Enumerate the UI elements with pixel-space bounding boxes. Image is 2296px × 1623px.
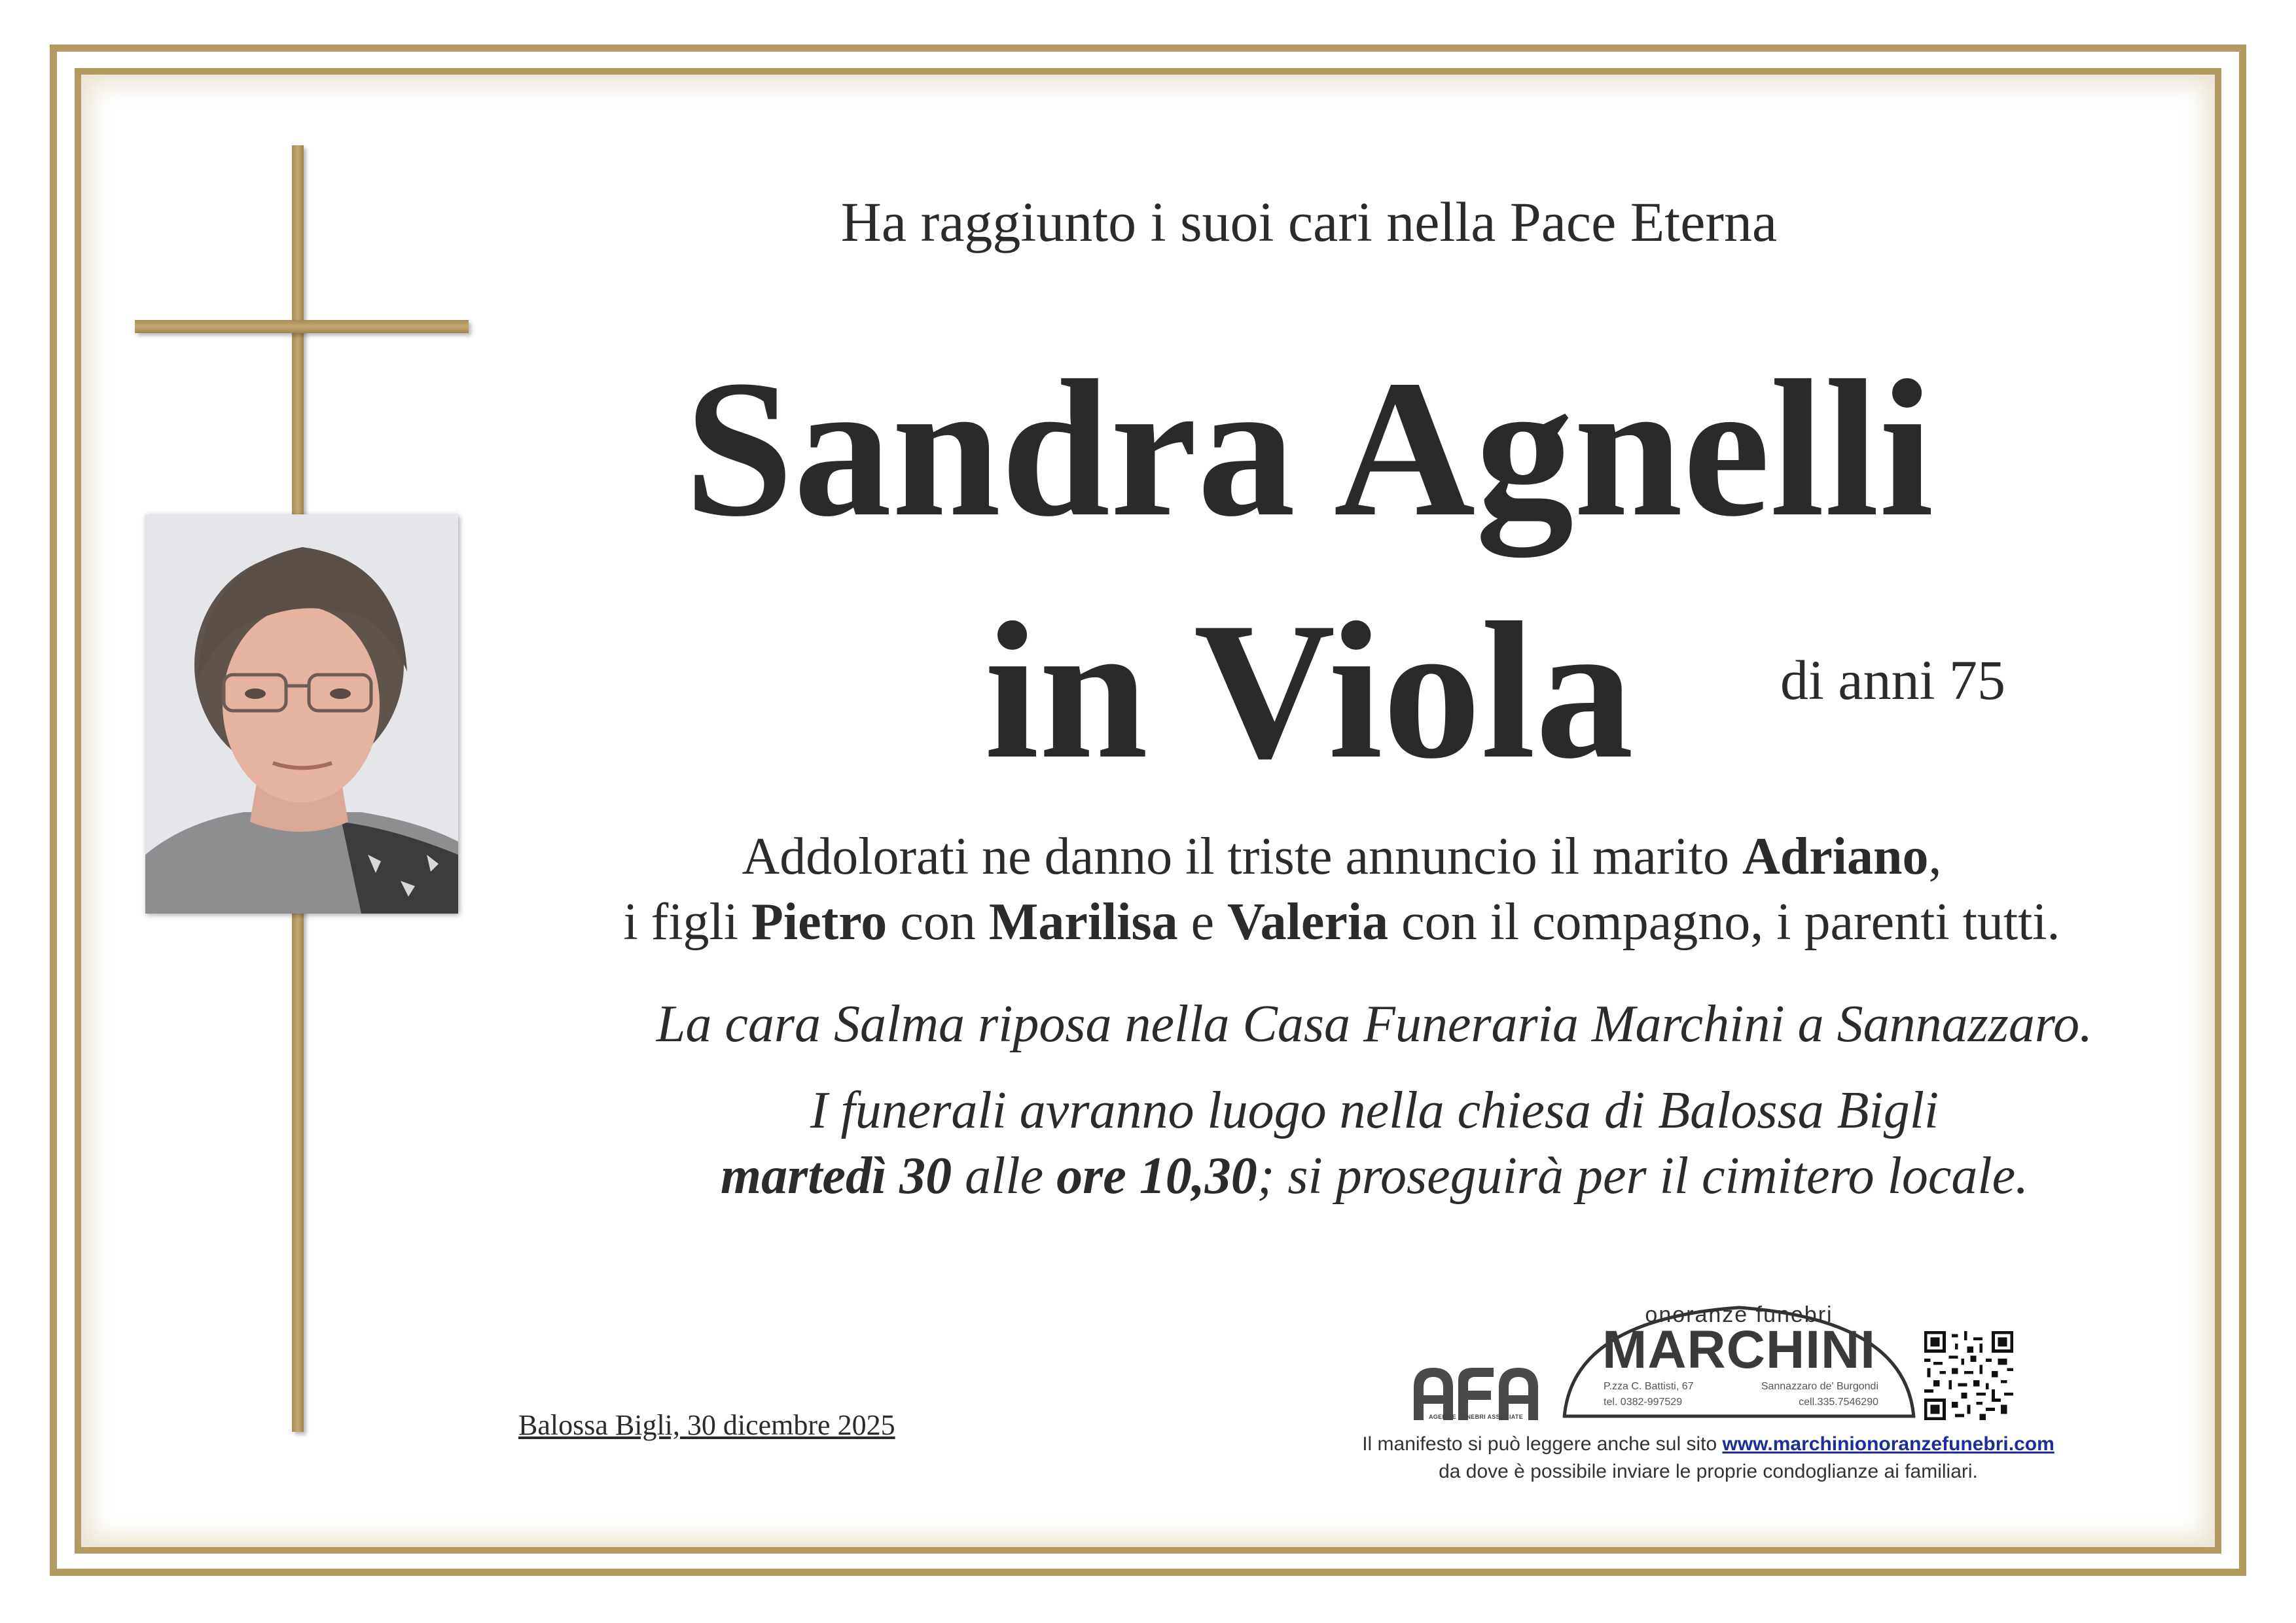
- funeral-day: martedì 30: [720, 1147, 952, 1205]
- announcement-text: ,: [1928, 828, 1942, 885]
- agency-name: MARCHINI: [1602, 1320, 1876, 1380]
- announcement-text: e: [1177, 893, 1228, 951]
- announcement-text: con il compagno, i parenti tutti.: [1388, 893, 2060, 951]
- announcement-line-2: [458, 886, 2225, 958]
- salma-location-line: La cara Salma riposa nella Casa Funeraria Marchini a Sannazzaro.: [656, 995, 2093, 1053]
- funeral-time: ore 10,30: [1056, 1147, 1257, 1205]
- child-name: Pietro: [751, 893, 888, 951]
- agency-town: Sannazzaro de' Burgondi: [1761, 1381, 1878, 1392]
- footer-line-1: [1316, 1433, 2101, 1455]
- funeral-text: alle: [952, 1147, 1057, 1205]
- child-name: Valeria: [1227, 893, 1389, 951]
- husband-name: Adriano: [1742, 828, 1929, 885]
- afa-caption: AGENZIE FUNEBRI ASSOCIATE: [1428, 1414, 1523, 1420]
- agency-tagline: onoranze funebri: [1645, 1302, 1833, 1327]
- place-and-date: Balossa Bigli, 30 dicembre 2025: [518, 1409, 895, 1441]
- agency-tel: tel. 0382-997529: [1604, 1397, 1683, 1408]
- cross-horizontal-bar: [135, 320, 469, 333]
- partner-name: Marilisa: [988, 893, 1178, 951]
- agency-address: P.zza C. Battisti, 67: [1604, 1381, 1694, 1392]
- deceased-name: Sandra Agnelli: [684, 340, 1934, 557]
- funeral-time-line: [458, 1140, 2291, 1212]
- deceased-portrait-photo: [145, 514, 458, 914]
- agency-phone-row: [1604, 1397, 1878, 1408]
- announcement-line-1: [458, 821, 2225, 893]
- intro-line: Ha raggiunto i suoi cari nella Pace Eterna: [840, 190, 1778, 253]
- funeral-church-line: I funerali avranno luogo nella chiesa di Balossa Bigli: [810, 1082, 1939, 1139]
- footer-text: Il manifesto si può leggere anche sul sito: [1362, 1433, 1723, 1455]
- agency-website-link[interactable]: www.marchinionoranzefunebri.com: [1722, 1433, 2054, 1455]
- footer-line-2: da dove è possibile inviare le proprie condoglianze ai familiari.: [1439, 1461, 1978, 1482]
- deceased-age: di anni 75: [1780, 649, 2005, 711]
- agency-address-row: [1604, 1381, 1878, 1393]
- agency-cell: cell.335.7546290: [1799, 1397, 1878, 1408]
- announcement-text: con: [887, 893, 989, 951]
- announcement-text: i figli: [623, 893, 751, 951]
- announcement-text: Addolorati ne danno il triste annuncio il marito: [742, 828, 1743, 885]
- qr-code[interactable]: [1924, 1331, 2013, 1420]
- funeral-text: ; si proseguirà per il cimitero locale.: [1257, 1147, 2029, 1205]
- deceased-married-name: in Viola: [984, 582, 1634, 799]
